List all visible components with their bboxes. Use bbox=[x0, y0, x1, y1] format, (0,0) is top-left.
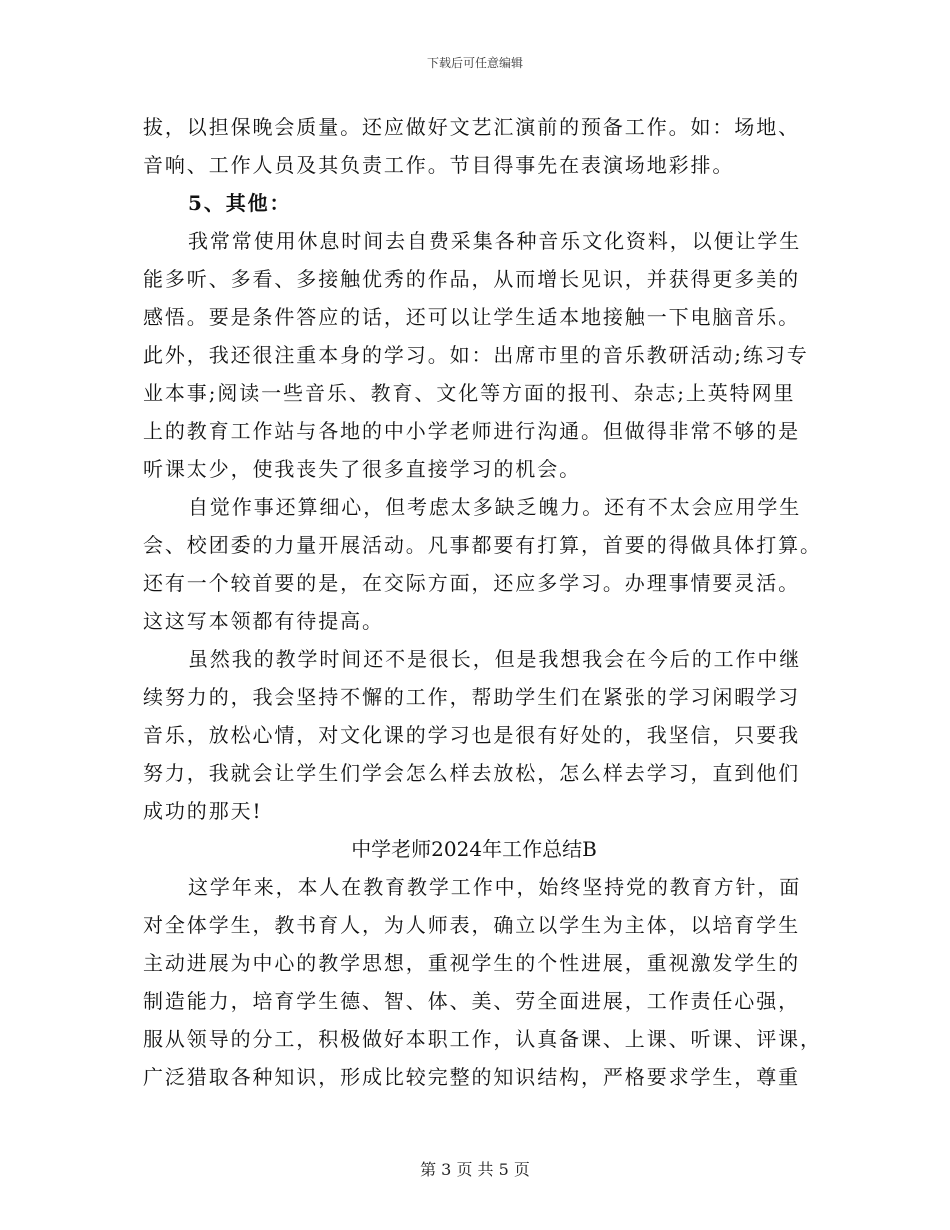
text-line: 主动进展为中心的教学思想，重视学生的个性进展，重视激发学生的 bbox=[143, 951, 800, 975]
text-line: 续努力的，我会坚持不懈的工作，帮助学生们在紧张的学习闲暇学习 bbox=[143, 685, 800, 709]
text-line: 自觉作事还算细心，但考虑太多缺乏魄力。还有不太会应用学生 bbox=[188, 495, 802, 519]
text-line: 制造能力，培育学生德、智、体、美、劳全面进展，工作责任心强， bbox=[143, 989, 800, 1013]
page-header: 下载后可任意编辑 bbox=[426, 56, 523, 70]
text-line: 虽然我的教学时间还不是很长，但是我想我会在今后的工作中继 bbox=[188, 647, 802, 671]
text-line: 业本事;阅读一些音乐、教育、文化等方面的报刊、杂志;上英特网里 bbox=[143, 381, 796, 405]
text-line: 这这写本领都有待提高。 bbox=[143, 609, 384, 633]
text-line: 这学年来，本人在教育教学工作中，始终坚持党的教育方针，面 bbox=[188, 875, 802, 899]
section-title: 中学老师2024年工作总结B bbox=[351, 837, 597, 861]
text-line: 还有一个较首要的是，在交际方面，还应多学习。办理事情要灵活。 bbox=[143, 571, 800, 595]
text-line: 音响、工作人员及其负责工作。节目得事先在表演场地彩排。 bbox=[143, 153, 735, 177]
text-line: 上的教育工作站与各地的中小学老师进行沟通。但做得非常不够的是 bbox=[143, 419, 800, 443]
text-line: 会、校团委的力量开展活动。凡事都要有打算，首要的得做具体打算。 bbox=[143, 533, 822, 557]
document-body bbox=[143, 108, 822, 1096]
text-line: 此外，我还很注重本身的学习。如：出席市里的音乐教研活动;练习专 bbox=[143, 343, 809, 367]
text-line: 能多听、多看、多接触优秀的作品，从而增长见识，并获得更多美的 bbox=[143, 267, 800, 291]
text-line: 广泛猎取各种知识，形成比较完整的知识结构，严格要求学生，尊重 bbox=[143, 1065, 800, 1089]
text-line: 努力，我就会让学生们学会怎么样去放松，怎么样去学习，直到他们 bbox=[143, 761, 800, 785]
text-line: 拔，以担保晚会质量。还应做好文艺汇演前的预备工作。如：场地、 bbox=[143, 115, 800, 139]
section-heading: 5、其他： bbox=[188, 191, 292, 215]
text-line: 听课太少，使我丧失了很多直接学习的机会。 bbox=[143, 457, 581, 481]
text-line: 感悟。要是条件答应的话，还可以让学生适本地接触一下电脑音乐。 bbox=[143, 305, 800, 329]
page-number: 第 3 页 共 5 页 bbox=[420, 1160, 530, 1179]
text-line: 成功的那天! bbox=[143, 799, 263, 823]
text-line: 对全体学生，教书育人，为人师表，确立以学生为主体，以培育学生 bbox=[143, 913, 800, 937]
text-line: 音乐，放松心情，对文化课的学习也是很有好处的，我坚信，只要我 bbox=[143, 723, 800, 747]
text-line: 我常常使用休息时间去自费采集各种音乐文化资料，以便让学生 bbox=[188, 229, 802, 253]
text-line: 服从领导的分工，积极做好本职工作，认真备课、上课、听课、评课， bbox=[143, 1027, 822, 1051]
